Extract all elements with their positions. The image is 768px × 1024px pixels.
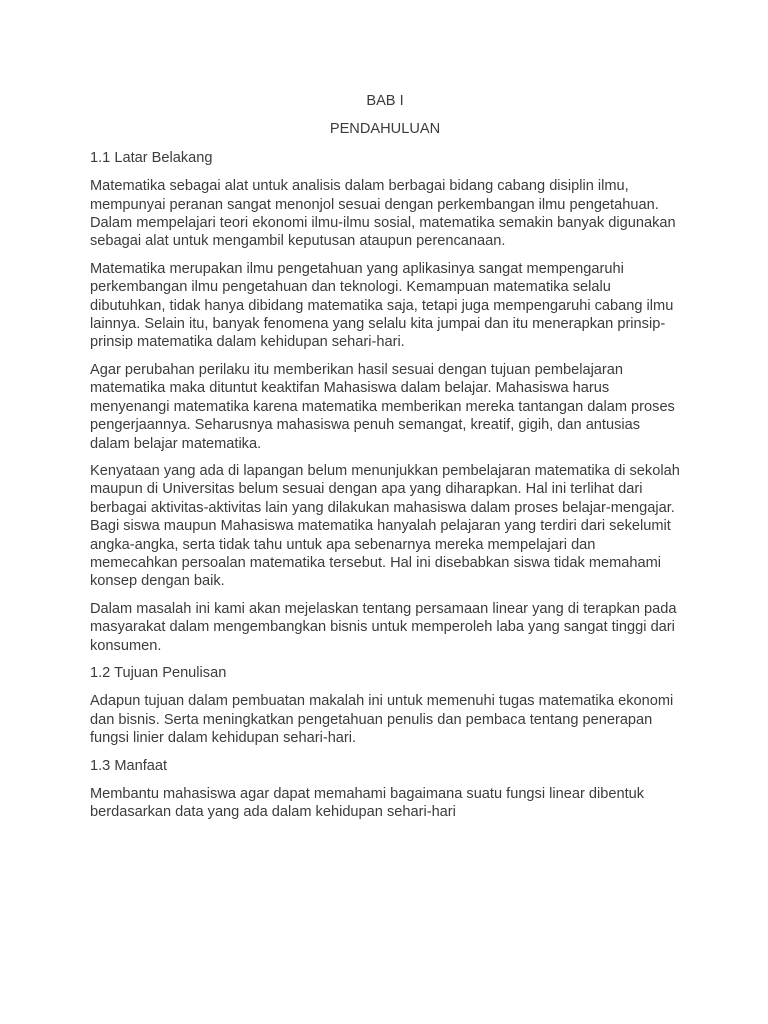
paragraph: Membantu mahasiswa agar dapat memahami bagaimana suatu fungsi linear dibentuk berdasarkan data yang ada dalam kehidupan sehari-hari (90, 786, 645, 821)
section-heading: 1.3 Manfaat (90, 757, 168, 774)
paragraph: Matematika sebagai alat untuk analisis dalam berbagai bidang cabang disiplin ilmu, mempunyai peranan sangat menonjol sesuai dengan perkembangan ilmu pengetahuan. Dalam mempelajari teori ekonomi ilmu-ilmu sosial, matematika semakin banyak digunakan sebagai alat untuk mengambil keputusan ataupun perencanaan. (90, 178, 676, 250)
paragraph: Kenyataan yang ada di lapangan belum menunjukkan pembelajaran matematika di sekolah maupun di Universitas belum sesuai dengan apa yang diharapkan. Hal ini terlihat dari berbagai aktivitas-aktivitas lain yang dilakukan mahasiswa dalam proses belajar-mengajar. Bagi siswa maupun Mahasiswa matematika hanyalah pelajaran yang terdiri dari sekelumit angka-angka, serta tidak tahu untuk apa sebenarnya mereka mempelajari dan memecahkan persoalan matematika tersebut. Hal ini disebabkan siswa tidak memahami konsep dengan baik. (90, 462, 680, 590)
paragraph: Dalam masalah ini kami akan mejelaskan tentang persamaan linear yang di terapkan pada masyarakat dalam mengembangkan bisnis untuk memperoleh laba yang sangat tinggi dari konsumen. (90, 600, 677, 654)
paragraph: Matematika merupakan ilmu pengetahuan yang aplikasinya sangat mempengaruhi perkembangan ilmu pengetahuan dan teknologi. Kemampuan matematika selalu dibutuhkan, tidak hanya dibidang matematika saja, tetapi juga mempengaruhi cabang ilmu lainnya. Selain itu, banyak fenomena yang selalu kita jumpai dan itu menerapkan prinsip-prinsip matematika dalam kehidupan sehari-hari. (90, 260, 674, 351)
section-latar-belakang (90, 149, 680, 655)
paragraph: Agar perubahan perilaku itu memberikan hasil sesuai dengan tujuan pembelajaran matematika maka dituntut keaktifan Mahasiswa dalam belajar. Mahasiswa harus menyenangi matematika karena matematika memberikan mereka tantangan dalam proses pengerjaannya. Seharusnya mahasiswa penuh semangat, kreatif, gigih, dan antusias dalam belajar matematika. (90, 361, 675, 452)
paragraph: Adapun tujuan dalam pembuatan makalah ini untuk memenuhi tugas matematika ekonomi dan bisnis. Serta meningkatkan pengetahuan penulis dan pembaca tentang penerapan fungsi linier dalam kehidupan sehari-hari. (90, 693, 674, 747)
chapter-title: PENDAHULUAN (329, 121, 441, 138)
document-body (90, 92, 680, 831)
section-manfaat (90, 757, 680, 822)
section-tujuan-penulisan (90, 664, 680, 748)
section-heading: 1.1 Latar Belakang (90, 149, 213, 166)
section-heading: 1.2 Tujuan Penulisan (90, 664, 227, 681)
chapter-label: BAB I (366, 93, 404, 109)
